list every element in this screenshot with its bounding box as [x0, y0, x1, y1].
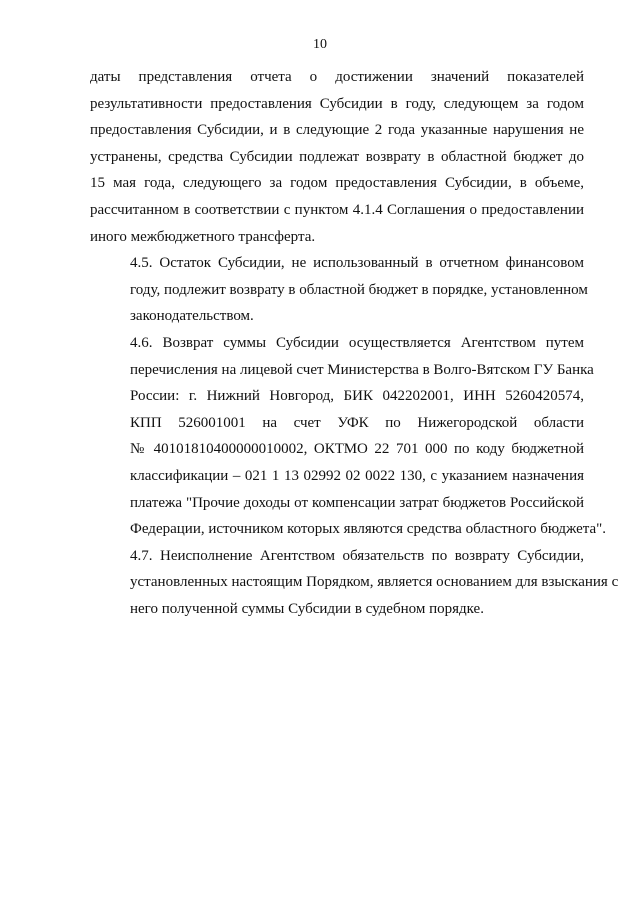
document-body	[90, 64, 619, 622]
text-line: 15 мая года, следующего за годом предоставления Субсидии, в объеме,	[90, 175, 584, 192]
text-line: иного межбюджетного трансферта.	[90, 228, 316, 245]
text-line: предоставления Субсидии, и в следующие 2 года указанные нарушения не	[90, 122, 584, 139]
paragraph-p-4-7	[90, 543, 619, 623]
text-line: году, подлежит возврату в областной бюджет в порядке, установленном	[130, 281, 588, 298]
page-number: 10	[313, 37, 327, 52]
text-line: платежа "Прочие доходы от компенсации затрат бюджетов Российской	[130, 494, 584, 511]
text-line: него полученной суммы Субсидии в судебном порядке.	[130, 600, 484, 617]
text-line: результативности предоставления Субсидии в году, следующем за годом	[90, 95, 584, 112]
text-line: 4.5. Остаток Субсидии, не использованный в отчетном финансовом	[130, 255, 584, 272]
text-line: даты представления отчета о достижении значений показателей	[90, 69, 584, 85]
text-line: классификации – 021 1 13 02992 02 0022 130, с указанием назначения	[130, 467, 584, 484]
text-line: рассчитанном в соответствии с пунктом 4.1.4 Соглашения о предоставлении	[90, 201, 584, 218]
text-line: устранены, средства Субсидии подлежат возврату в областной бюджет до	[90, 148, 584, 165]
paragraph-p-4-6	[90, 330, 607, 543]
paragraph-p-4-5	[90, 250, 588, 330]
paragraph-p-cont	[90, 64, 584, 250]
text-line: установленных настоящим Порядком, является основанием для взыскания с	[130, 574, 619, 591]
text-line: законодательством.	[130, 308, 254, 325]
text-line: КПП 526001001 на счет УФК по Нижегородской области	[130, 414, 584, 431]
text-line: Федерации, источником которых являются средства областного бюджета".	[130, 521, 607, 538]
text-line: 4.7. Неисполнение Агентством обязательств по возврату Субсидии,	[130, 547, 584, 564]
text-line: России: г. Нижний Новгород, БИК 042202001, ИНН 5260420574,	[130, 388, 584, 405]
text-line: перечисления на лицевой счет Министерства в Волго-Вятском ГУ Банка	[130, 361, 594, 378]
text-line: 4.6. Возврат суммы Субсидии осуществляется Агентством путем	[130, 334, 584, 351]
text-line: № 40101810400000010002, ОКТМО 22 701 000 по коду бюджетной	[130, 441, 584, 458]
